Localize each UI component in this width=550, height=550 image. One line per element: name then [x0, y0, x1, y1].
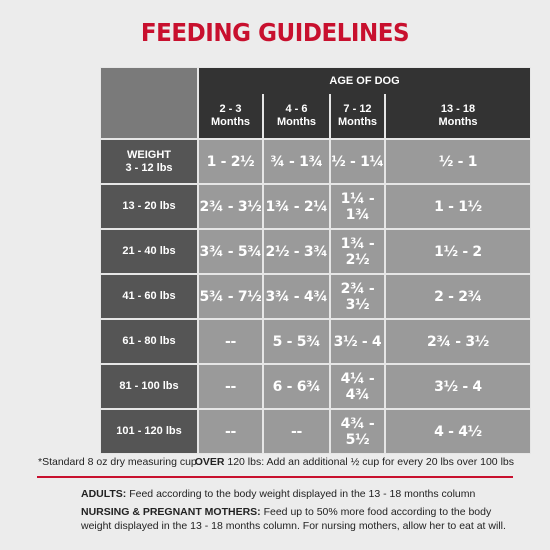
- cups-value: 3¾ - 4¾: [263, 274, 330, 319]
- cups-value: 1¼ - 1¾: [330, 184, 385, 229]
- column-header: [330, 94, 385, 139]
- cups-value: 5 - 5¾: [263, 319, 330, 364]
- column-header: [385, 94, 531, 139]
- notes-section: [81, 487, 521, 537]
- column-header: [263, 94, 330, 139]
- adults-note: [81, 487, 521, 501]
- cups-value: --: [198, 409, 263, 454]
- column-header-unit: Months: [276, 116, 317, 128]
- cups-value: 4¾ - 5½: [330, 409, 385, 454]
- nursing-note: [81, 505, 521, 533]
- cups-value: 4 - 4½: [385, 409, 531, 454]
- cups-value: 3¾ - 5¾: [198, 229, 263, 274]
- cups-value: 3½ - 4: [385, 364, 531, 409]
- cups-value: 4¼ - 4¾: [330, 364, 385, 409]
- column-header-unit: Months: [438, 116, 478, 128]
- table-row: [100, 319, 531, 364]
- cups-value: --: [198, 364, 263, 409]
- column-header: [198, 94, 263, 139]
- table-corner: [100, 67, 198, 139]
- weight-label: [100, 184, 198, 229]
- column-header-unit: Months: [337, 116, 378, 128]
- cup-footnote: *Standard 8 oz dry measuring cup: [38, 456, 197, 468]
- age-of-dog-header: AGE OF DOG: [198, 67, 531, 94]
- table-row: [100, 229, 531, 274]
- weight-range: 61 - 80 lbs: [122, 335, 176, 347]
- over-label: OVER: [194, 456, 225, 468]
- page-title: FEEDING GUIDELINES: [140, 18, 410, 47]
- cups-value: 2¾ - 3½: [385, 319, 531, 364]
- cups-value: --: [263, 409, 330, 454]
- cups-value: 3½ - 4: [330, 319, 385, 364]
- weight-label: [100, 274, 198, 319]
- cups-value: ¾ - 1¾: [263, 139, 330, 184]
- table-row: [100, 184, 531, 229]
- weight-label: [100, 319, 198, 364]
- table-row: [100, 139, 531, 184]
- over-text: Add an additional ½ cup for every 20 lbs over 100 lbs: [266, 456, 514, 468]
- cups-value: 2¾ - 3½: [330, 274, 385, 319]
- weight-range: 101 - 120 lbs: [116, 425, 182, 437]
- table-row: [100, 364, 531, 409]
- weight-range: 81 - 100 lbs: [119, 380, 179, 392]
- cups-value: 2 - 2¾: [385, 274, 531, 319]
- adults-label: ADULTS:: [81, 488, 127, 500]
- cups-value: 2¾ - 3½: [198, 184, 263, 229]
- weight-label: [100, 229, 198, 274]
- column-header-range: 4 - 6: [285, 103, 308, 115]
- weight-label: [100, 409, 198, 454]
- cups-value: ½ - 1¼: [330, 139, 385, 184]
- cups-value: 5¾ - 7½: [198, 274, 263, 319]
- table-body: [100, 139, 531, 454]
- cups-value: --: [198, 319, 263, 364]
- cups-value: 1¾ - 2¼: [263, 184, 330, 229]
- weight-label: [100, 139, 198, 184]
- red-divider: [37, 476, 513, 478]
- weight-range: 3 - 12 lbs: [125, 161, 173, 174]
- cups-value: 1½ - 2: [385, 229, 531, 274]
- over-weight: 120 lbs:: [227, 456, 265, 468]
- adults-text: Feed according to the body weight displayed in the 13 - 18 months column: [129, 488, 476, 500]
- column-header-range: 2 - 3: [219, 103, 242, 115]
- weight-range: 41 - 60 lbs: [122, 290, 176, 302]
- over-120-footnote: [195, 456, 514, 468]
- weight-heading: WEIGHT: [127, 148, 171, 161]
- weight-range: 13 - 20 lbs: [122, 200, 176, 212]
- cups-value: 1 - 1½: [385, 184, 531, 229]
- column-header-unit: Months: [210, 116, 251, 128]
- weight-range: 21 - 40 lbs: [122, 245, 176, 257]
- weight-label: [100, 364, 198, 409]
- table-row: [100, 274, 531, 319]
- cups-value: 2½ - 3¾: [263, 229, 330, 274]
- cups-value: ½ - 1: [385, 139, 531, 184]
- cups-value: 1 - 2½: [198, 139, 263, 184]
- nursing-label: NURSING & PREGNANT MOTHERS:: [81, 506, 261, 518]
- cups-value: 6 - 6¾: [263, 364, 330, 409]
- column-header-range: 13 - 18: [440, 103, 476, 115]
- table-row: [100, 409, 531, 454]
- feeding-table: [100, 67, 531, 454]
- column-header-range: 7 - 12: [343, 103, 372, 115]
- nursing-text: Feed up to 50% more food according to the body weight displayed in the 13 - 18 months column. For nursing mothers, allow her to eat at will.: [81, 506, 506, 532]
- cups-value: 1¾ - 2½: [330, 229, 385, 274]
